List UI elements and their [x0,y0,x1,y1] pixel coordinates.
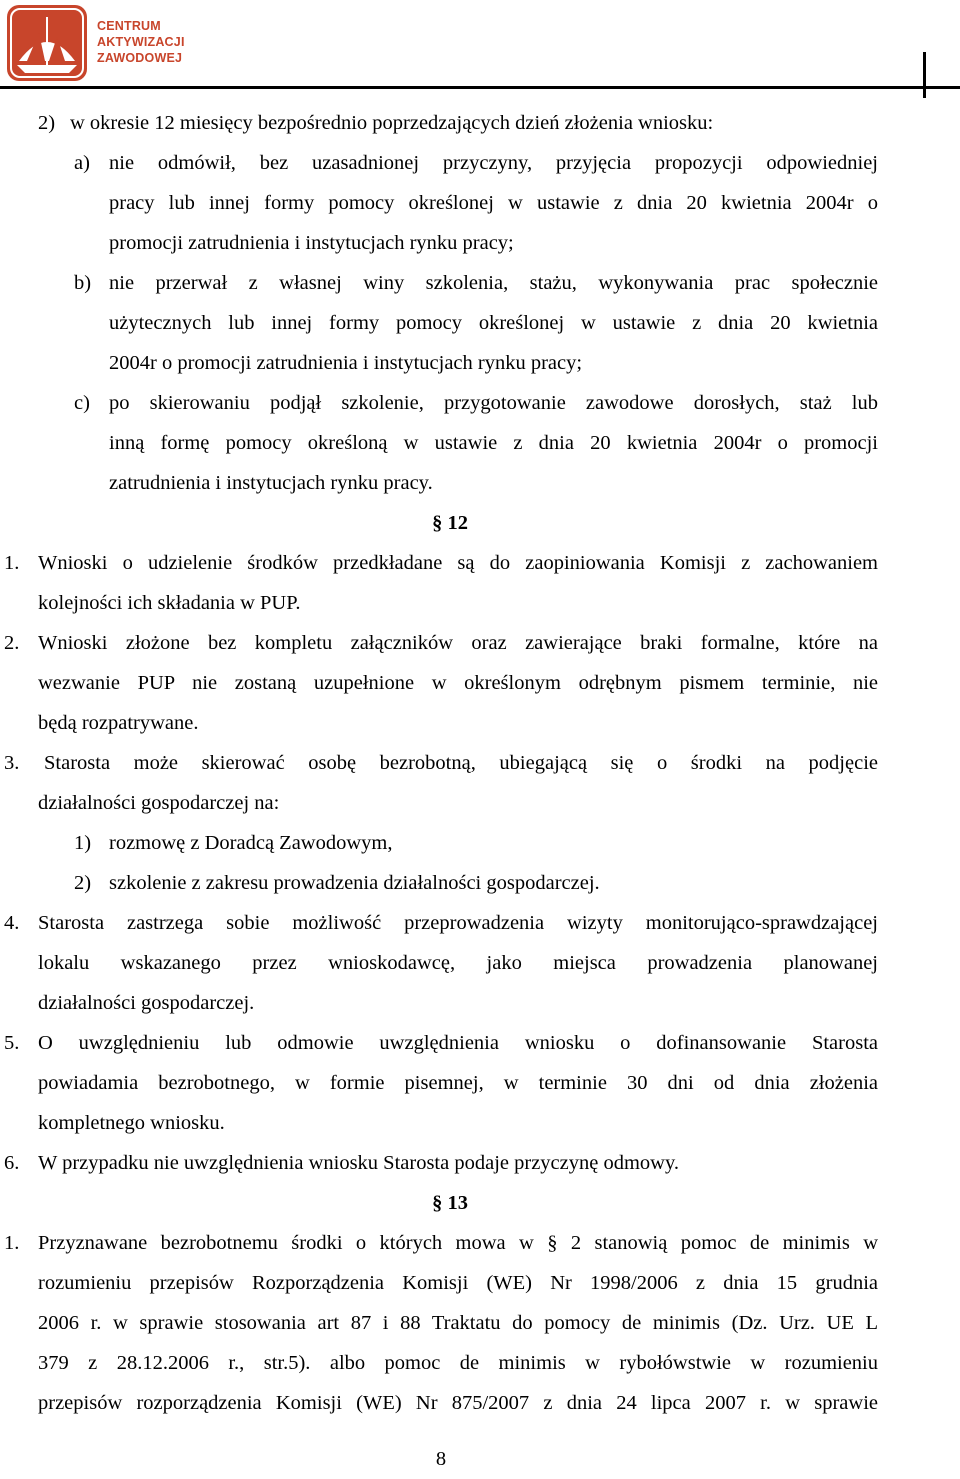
paragraph-line: nie odmówił, bez uzasadnionej przyczyny, przyjęcia propozycji odpowiedniej [109,152,878,174]
logo-emblem-icon [5,3,89,83]
paragraph-line: szkolenie z zakresu prowadzenia działalności gospodarczej. [109,872,600,894]
list-item-label: 1) [74,832,92,854]
list-item-label: a) [74,152,90,174]
logo-text: CENTRUM AKTYWIZACJI ZAWODOWEJ [97,19,185,65]
page-number: 8 [435,1448,447,1470]
paragraph-line: rozmowę z Doradcą Zawodowym, [109,832,393,854]
paragraph-line: rozumieniu przepisów Rozporządzenia Komisji (WE) Nr 1998/2006 z dnia 15 grudnia [38,1272,878,1294]
section-heading: § 13 [432,1192,468,1214]
paragraph-line: kolejności ich składania w PUP. [38,592,301,614]
list-item-label: 4. [4,912,20,934]
paragraph-line: kompletnego wniosku. [38,1112,225,1134]
list-item-label: c) [74,392,90,414]
paragraph-line: Przyznawane bezrobotnemu środki o których mowa w § 2 stanowią pomoc de minimis w [38,1232,878,1254]
paragraph-line: Wnioski złożone bez kompletu załączników oraz zawierające braki formalne, które na [38,632,878,654]
paragraph-line: działalności gospodarczej na: [38,792,280,814]
paragraph-line: Wnioski o udzielenie środków przedkładane są do zaopiniowania Komisji z zachowaniem [38,552,878,574]
paragraph-line: lokalu wskazanego przez wnioskodawcę, jako miejsca prowadzenia planowanej [38,952,878,974]
paragraph-line: po skierowaniu podjął szkolenie, przygotowanie zawodowe dorosłych, staż lub [109,392,878,414]
list-item-label: 6. [4,1152,20,1174]
header-corner-rule [923,52,926,98]
paragraph-line: zatrudnienia i instytucjach rynku pracy. [109,472,433,494]
paragraph-line: Starosta zastrzega sobie możliwość przeprowadzenia wizyty monitorująco-sprawdzającej [38,912,878,934]
header-rule [0,86,960,89]
paragraph-line: wezwanie PUP nie zostaną uzupełnione w określonym odrębnym pismem terminie, nie [38,672,878,694]
paragraph-line: promocji zatrudnienia i instytucjach rynku pracy; [109,232,514,254]
paragraph-line: przepisów rozporządzenia Komisji (WE) Nr 875/2007 z dnia 24 lipca 2007 r. w sprawie [38,1392,878,1414]
paragraph-line: pracy lub innej formy pomocy określonej w ustawie z dnia 20 kwietnia 2004r o [109,192,878,214]
paragraph-line: powiadamia bezrobotnego, w formie pisemnej, w terminie 30 dni od dnia złożenia [38,1072,878,1094]
list-item-label: b) [74,272,92,294]
list-item-label: 5. [4,1032,20,1054]
list-item-label: 3. [4,752,20,774]
paragraph-line: nie przerwał z własnej winy szkolenia, stażu, wykonywania prac społecznie [109,272,878,294]
paragraph-line: użytecznych lub innej formy pomocy określonej w ustawie z dnia 20 kwietnia [109,312,878,334]
paragraph-line: 2006 r. w sprawie stosowania art 87 i 88 Traktatu do pomocy de minimis (Dz. Urz. UE L [38,1312,878,1334]
logo [5,3,205,83]
paragraph-line: 2004r o promocji zatrudnienia i instytucjach rynku pracy; [109,352,583,374]
section-heading: § 12 [432,512,468,534]
list-item-label: 1. [4,1232,20,1254]
paragraph-line: Starosta może skierować osobę bezrobotną, ubiegającą się o środki na podjęcie [44,752,878,774]
list-item-label: 2. [4,632,20,654]
paragraph-line: O uwzględnieniu lub odmowie uwzględnienia wniosku o dofinansowanie Starosta [38,1032,878,1054]
list-item-label: 2) [38,112,56,134]
list-item-label: 1. [4,552,20,574]
paragraph-line: działalności gospodarczej. [38,992,255,1014]
paragraph-line: będą rozpatrywane. [38,712,199,734]
paragraph-line: inną formę pomocy określoną w ustawie z dnia 20 kwietnia 2004r o promocji [109,432,878,454]
list-item-label: 2) [74,872,92,894]
paragraph-line: W przypadku nie uwzględnienia wniosku Starosta podaje przyczynę odmowy. [38,1152,680,1174]
paragraph-line: w okresie 12 miesięcy bezpośrednio poprzedzających dzień złożenia wniosku: [70,112,714,134]
paragraph-line: 379 z 28.12.2006 r., str.5). albo pomoc de minimis w rybołówstwie w rozumieniu [38,1352,878,1374]
